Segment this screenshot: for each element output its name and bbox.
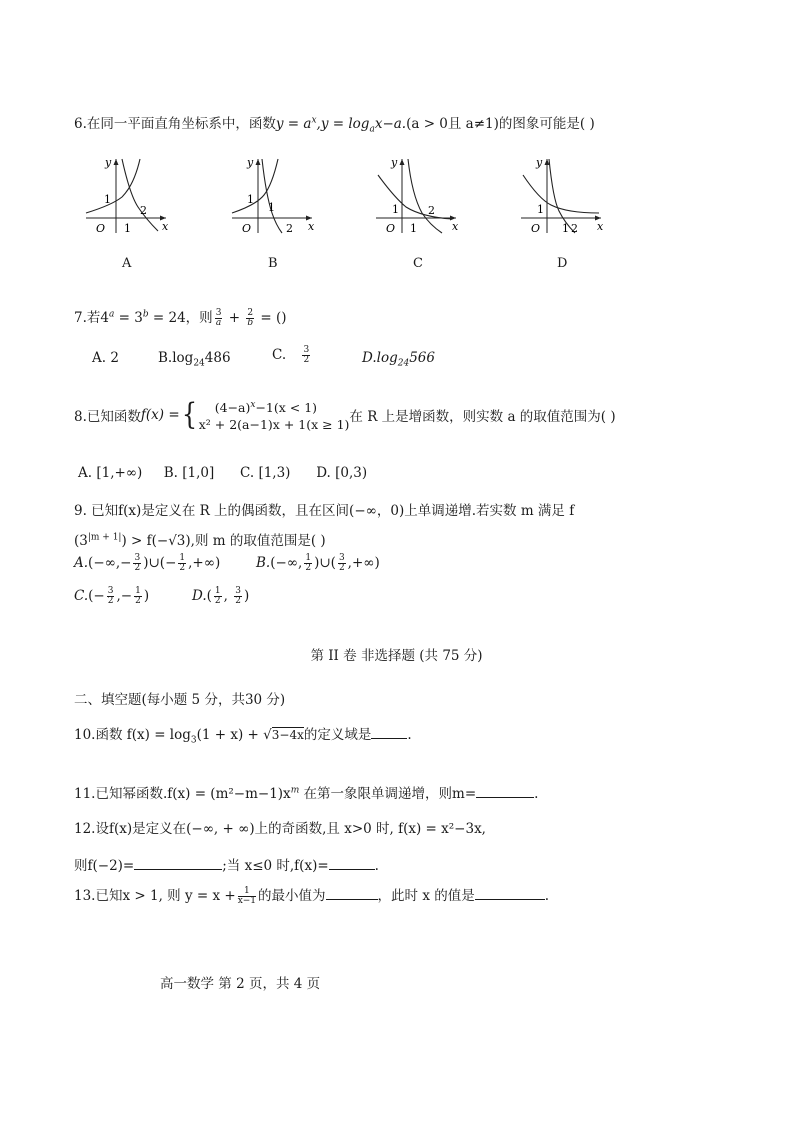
q6-stem: 6.在同一平面直角坐标系中，函数$y = a^x,y = \log_ax-a.(a > 0$且 a≠1)的图象可能是( ) [74,115,595,135]
svg-text:2: 2 [286,222,293,235]
q6-graph-c [372,155,462,241]
svg-text:1: 1 [562,222,569,235]
q6-option-b[interactable]: B [268,256,278,271]
svg-text:O: O [96,222,106,235]
svg-text:1: 1 [410,222,417,235]
q7-option-b[interactable]: $B.\log_{24}486$ [158,350,231,369]
svg-text:x: x [308,220,315,233]
svg-text:2: 2 [140,204,147,217]
svg-text:1: 1 [104,193,111,206]
svg-text:O: O [386,222,396,235]
q6-graph-d [517,155,607,241]
q9-option-a[interactable]: A.(−∞,− $\frac{3}{2}$ )∪(− $\frac{1}{2}$ ,+∞) [74,553,221,573]
q8-piecewise: $(4-a)^x-1(x < 1)$ x² + 2(a−1)x + 1(x ≥ 1) [198,400,350,433]
page-footer: 高一数学 第 2 页，共 4 页 [160,976,321,992]
q7-option-c[interactable]: C. $\frac{3}{2}$ [272,345,310,365]
svg-text:1: 1 [247,193,254,206]
svg-text:y: y [536,156,543,169]
q9-option-c[interactable]: C.(− $\frac{3}{2}$ ,− $\frac{1}{2}$ ) [74,586,150,606]
q8-stem: 8.已知函数f(x) ={ $(4-a)^x-1(x < 1)$ x² + 2(a−1)x + 1(x ≥ 1) 在 R 上是增函数，则实数 a 的取值范围为( ) [74,397,616,433]
q6-graph-b [228,155,318,241]
q7-option-a[interactable]: A. 2 [92,350,119,366]
svg-text:1: 1 [268,201,275,214]
q6-option-a[interactable]: A [122,256,132,271]
svg-text:2: 2 [571,222,578,235]
svg-text:1: 1 [124,222,131,235]
q11-stem: 11.已知幂函数$.f(x) = (m^2-m-1)x^m$ 在第一象限单调递增，则m= . [74,785,539,802]
svg-text:y: y [391,156,398,169]
q6-option-c[interactable]: C [413,256,423,271]
q13-stem: 13.已知x > 1, 则 y = x + $\frac{1}{x-1}$ 的最小值为 ，此时 x 的值是 . [74,886,550,906]
svg-text:x: x [452,220,459,233]
svg-text:O: O [242,222,252,235]
section-title: 第 II 卷 非选择题 (共 75 分) [310,648,483,664]
q10-answer-blank[interactable] [371,726,407,739]
q7-option-d[interactable]: $D.\log_{24}566$ [362,350,435,369]
q12-answer-blank-2[interactable] [329,857,375,870]
q9-line1: 9. 已知f(x)是定义在 R 上的偶函数，且在区间(−∞，0)上单调递增.若实数 m 满足 f [74,503,575,519]
q6-option-d[interactable]: D [557,256,568,271]
q8-options[interactable]: A. [1,+∞) B. [1,0] C. [1,3) D. [0,3) [78,465,368,481]
svg-text:1: 1 [537,203,544,216]
part-title: 二、填空题(每小题 5 分，共30 分) [74,692,286,708]
q13-answer-blank-2[interactable] [475,887,545,900]
q10-stem: 10.函数 $f(x) = \log_3(1 + x) + √3-4x$的定义域是 . [74,727,412,746]
svg-text:x: x [597,220,604,233]
svg-text:x: x [162,220,169,233]
q12-line2: 则f(−2)= ;当 x≤0 时,f(x)= . [74,858,379,874]
q9-option-d[interactable]: D.( $\frac{1}{2}$ , $\frac{3}{2}$ ) [192,586,250,606]
q13-answer-blank-1[interactable] [326,887,378,900]
svg-text:O: O [531,222,541,235]
q9-line2: $(3^{|m + 1|}) > f(-√3)$,则 m 的取值范围是( ) [74,532,326,549]
q12-line1: 12.设f(x)是定义在(−∞, + ∞)上的奇函数,且 x>0 时, f(x) = x²−3x, [74,821,486,837]
svg-text:y: y [247,156,254,169]
q11-answer-blank[interactable] [476,785,534,798]
svg-text:1: 1 [392,203,399,216]
q12-answer-blank-1[interactable] [134,857,222,870]
q6-graph-a [82,155,172,241]
svg-text:2: 2 [428,204,435,217]
y-label: y [105,156,112,169]
q7-stem: 7.若$4^a = 3^b = 24$，则 $\frac{3}{a}$ + $\frac{2}{b}$ = () [74,308,287,328]
q9-option-b[interactable]: B.(−∞, $\frac{1}{2}$ )∪( $\frac{3}{2}$ ,+∞) [256,553,380,573]
